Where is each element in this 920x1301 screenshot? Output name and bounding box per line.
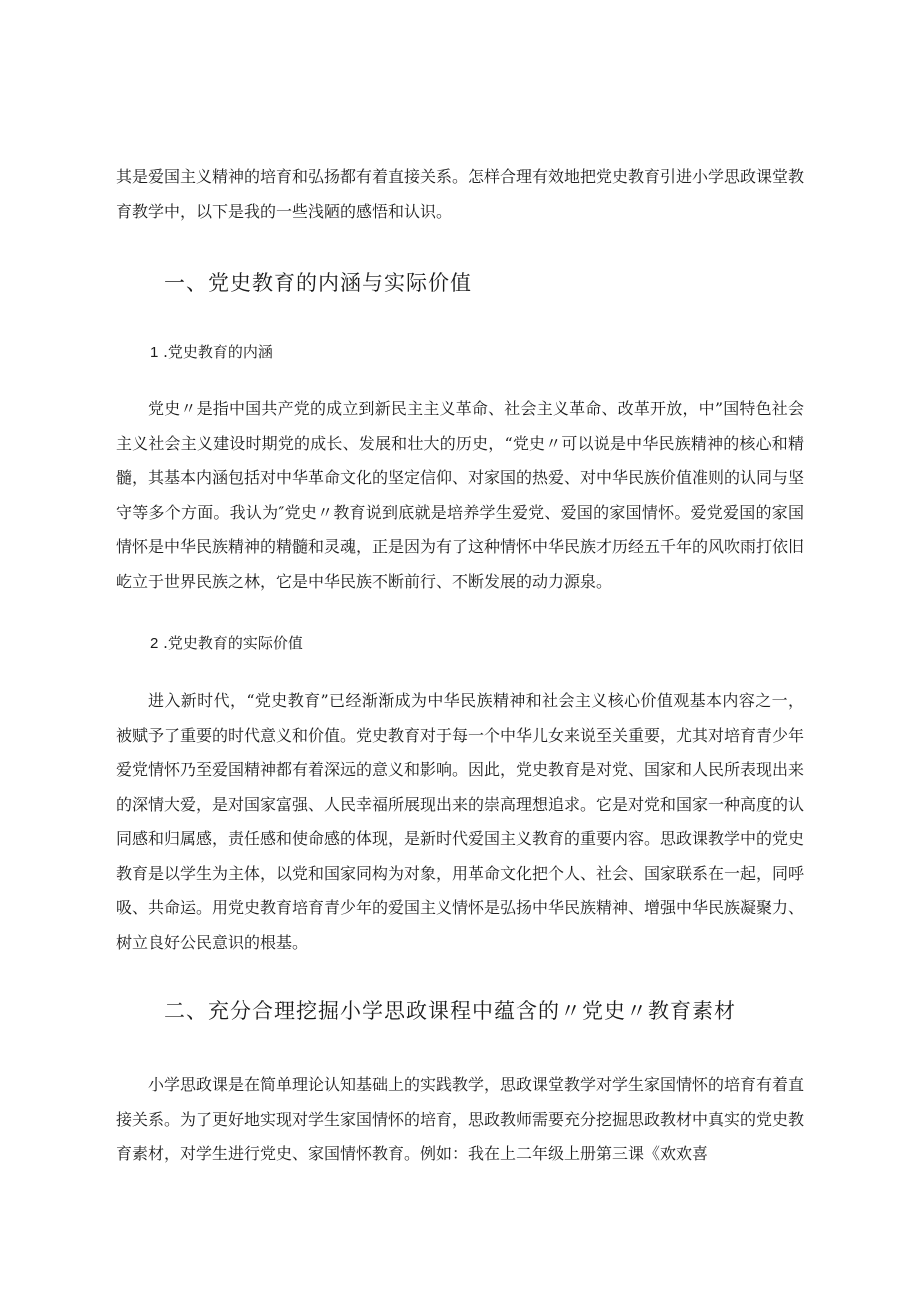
subsection-1-1-title: .党史教育的内涵 (163, 343, 273, 361)
subsection-1-2-number: 2 (150, 635, 159, 652)
intro-paragraph: 其是爱国主义精神的培育和弘扬都有着直接关系。怎样合理有效地把党史教育引进小学思政课堂教育教学中，以下是我的一些浅陋的感悟和认识。 (116, 167, 805, 221)
subsection-1-2-heading (150, 631, 303, 656)
subsection-1-1-heading (150, 340, 273, 365)
section-2-paragraph: 小学思政课是在简单理论认知基础上的实践教学，思政课堂教学对学生家国情怀的培育有着直接关系。为了更好地实现对学生家国情怀的培育，思政教师需要充分挖掘思政教材中真实的党史教育素材，对学生进行党史、家国情怀教育。例如：我在上二年级上册第三课《欢欢喜 (116, 1075, 805, 1163)
subsection-1-1-paragraph: 党史〃是指中国共产党的成立到新民主主义革命、社会主义革命、改革开放，中”国特色社会主义社会主义建设时期党的成长、发展和壮大的历史，“党史〃可以说是中华民族精神的核心和精髓，其基本内涵包括对中华革命文化的坚定信仰、对家国的热爱、对中华民族价值准则的认同与坚守等多个方面。我认为″党史〃教育说到底就是培养学生爱党、爱国的家国情怀。爱党爱国的家国情怀是中华民族精神的精髓和灵魂，正是因为有了这种情怀中华民族才历经五千年的风吹雨打依旧屹立于世界民族之林，它是中华民族不断前行、不断发展的动力源泉。 (116, 399, 805, 591)
subsection-1-2-paragraph: 进入新时代，“党史教育”已经渐渐成为中华民族精神和社会主义核心价值观基本内容之一，被赋予了重要的时代意义和价值。党史教育对于每一个中华儿女来说至关重要，尤其对培育青少年爱党情怀乃至爱国精神都有着深远的意义和影响。因此，党史教育是对党、国家和人民所表现出来的深情大爱，是对国家富强、人民幸福所展现出来的崇高理想追求。它是对党和国家一种高度的认同感和归属感，责任感和使命感的体现，是新时代爱国主义教育的重要内容。思政课教学中的党史教育是以学生为主体，以党和国家同构为对象，用革命文化把个人、社会、国家联系在一起，同呼吸、共命运。用党史教育培育青少年的爱国主义情怀是弘扬中华民族精神、增强中华民族凝聚力、树立良好公民意识的根基。 (116, 691, 805, 952)
subsection-1-2-title: .党史教育的实际价值 (163, 634, 303, 652)
subsection-1-1-number: 1 (150, 344, 159, 361)
section-1-heading: 一、党史教育的内涵与实际价值 (164, 271, 472, 295)
section-2-heading: 二、充分合理挖掘小学思政课程中蕴含的〃党史〃教育素材 (164, 999, 736, 1023)
